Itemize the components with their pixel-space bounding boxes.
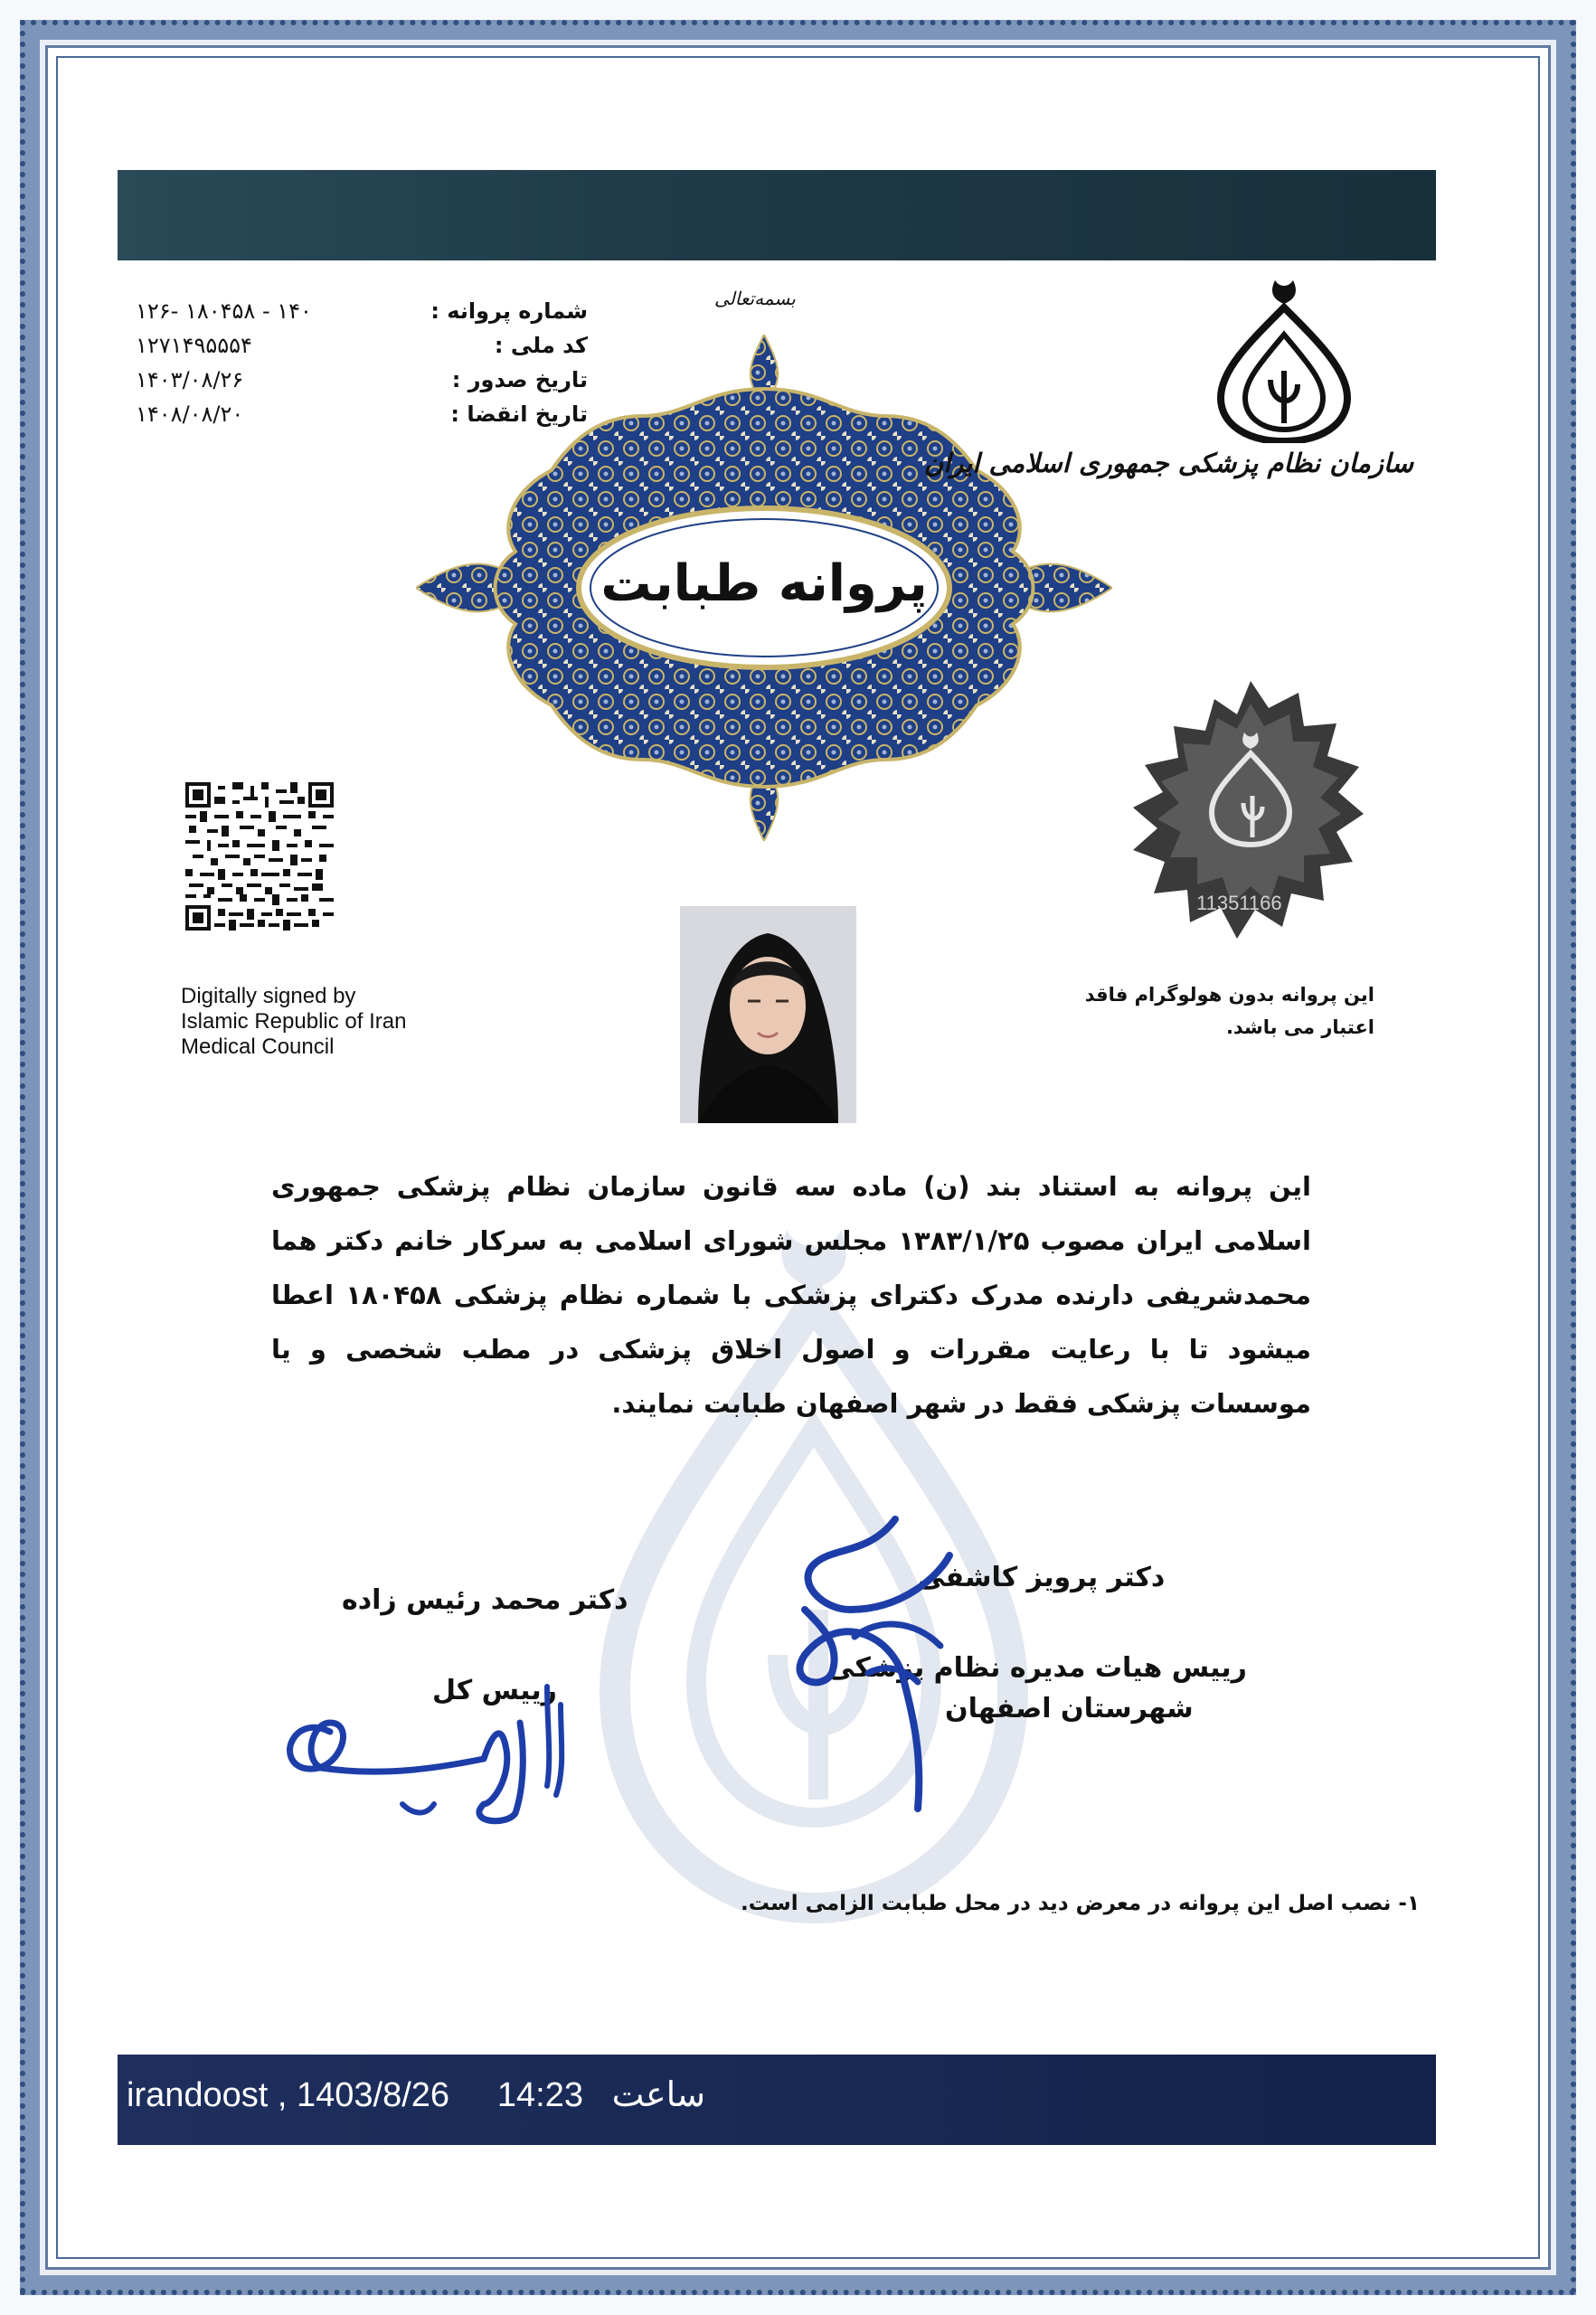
left-signature-icon: [276, 1668, 583, 1831]
digital-signature-line3: Medical Council: [181, 1035, 335, 1059]
left-signatory-name: دکتر محمد رئیس زاده: [342, 1584, 628, 1616]
print-time-label: ساعت: [611, 2076, 706, 2114]
footnote: ۱- نصب اصل این پروانه در معرض دید در محل طبابت الزامی است.: [740, 1892, 1420, 1915]
header-band: [118, 170, 1436, 260]
hologram-note: این پروانه بدون هولوگرام فاقد اعتبار می باشد.: [1084, 984, 1374, 1038]
print-separator: ,: [277, 2076, 297, 2114]
license-number-value: ۱۴۰ - ۱۸۰۴۵۸ -۱۲۶: [136, 298, 312, 324]
medical-council-emblem-icon: [1180, 271, 1388, 443]
qr-code: [185, 782, 334, 931]
medical-council-logo: [1180, 271, 1388, 443]
national-id-label: کد ملی :: [494, 333, 588, 358]
print-time: 14:23: [496, 2076, 583, 2114]
hologram-serial: 11351166: [1196, 892, 1282, 914]
title-medallion: [416, 335, 1112, 841]
issue-date-value: ۱۴۰۳/۰۸/۲۶: [136, 367, 244, 392]
print-date: 1403/8/26: [297, 2076, 450, 2114]
portrait-photo-icon: [680, 906, 856, 1123]
license-number-label: شماره پروانه :: [430, 298, 588, 324]
digital-signature-line2: Islamic Republic of Iran: [181, 1009, 407, 1034]
qr-code-icon: [185, 782, 334, 931]
print-stamp: [127, 2074, 705, 2115]
organization-name: سازمان نظام پزشکی جمهوری اسلامی ایران: [923, 448, 1413, 478]
national-id-value: ۱۲۷۱۴۹۵۵۵۴: [136, 333, 252, 358]
digital-signature-note: [181, 984, 406, 1060]
basmala: بسمه‌تعالی: [714, 288, 796, 309]
right-signatory-title-line1: رییس هیات مدیره نظام پزشکی: [827, 1652, 1247, 1684]
footer-band: [118, 2055, 1436, 2145]
right-signatory-title-line2: شهرستان اصفهان: [945, 1693, 1194, 1724]
right-signatory-name: دکتر پرویز کاشفی: [918, 1562, 1166, 1593]
holder-photo: [680, 906, 856, 1123]
print-spacer2: [593, 2076, 603, 2114]
issue-date-label: تاریخ صدور :: [451, 367, 588, 392]
left-signatory-title: رییس کل: [432, 1675, 557, 1706]
print-spacer: [459, 2076, 488, 2114]
print-user: irandoost: [127, 2076, 269, 2114]
document-title: پروانه طبابت: [600, 554, 928, 613]
right-signature-icon: [769, 1501, 986, 1827]
expiry-date-value: ۱۴۰۸/۰۸/۲۰: [136, 402, 244, 427]
hologram-seal: [1110, 676, 1391, 948]
hologram-seal-icon: [1110, 676, 1391, 948]
expiry-date-label: تاریخ انقضا :: [450, 402, 588, 427]
license-number-row: [136, 298, 588, 333]
digital-signature-line1: Digitally signed by: [181, 984, 356, 1008]
license-statement: این پروانه به استناد بند (ن) ماده سه قانون سازمان نظام پزشکی جمهوری اسلامی ایران مصوب ۱۳۸۳/۱/۲۵ مجلس شورای اسلامی به سرکار خانم دکتر هما محمدشریفی دارنده مدرک دکترای پزشکی با شماره نظام پزشکی ۱۸۰۴۵۸ اعطا میشود تا با رعایت مقررات و اصول اخلاق پزشکی در مطب شخصی و یا موسسات پزشکی فقط در شهر اصفهان طبابت نمایند.: [271, 1171, 1311, 1419]
